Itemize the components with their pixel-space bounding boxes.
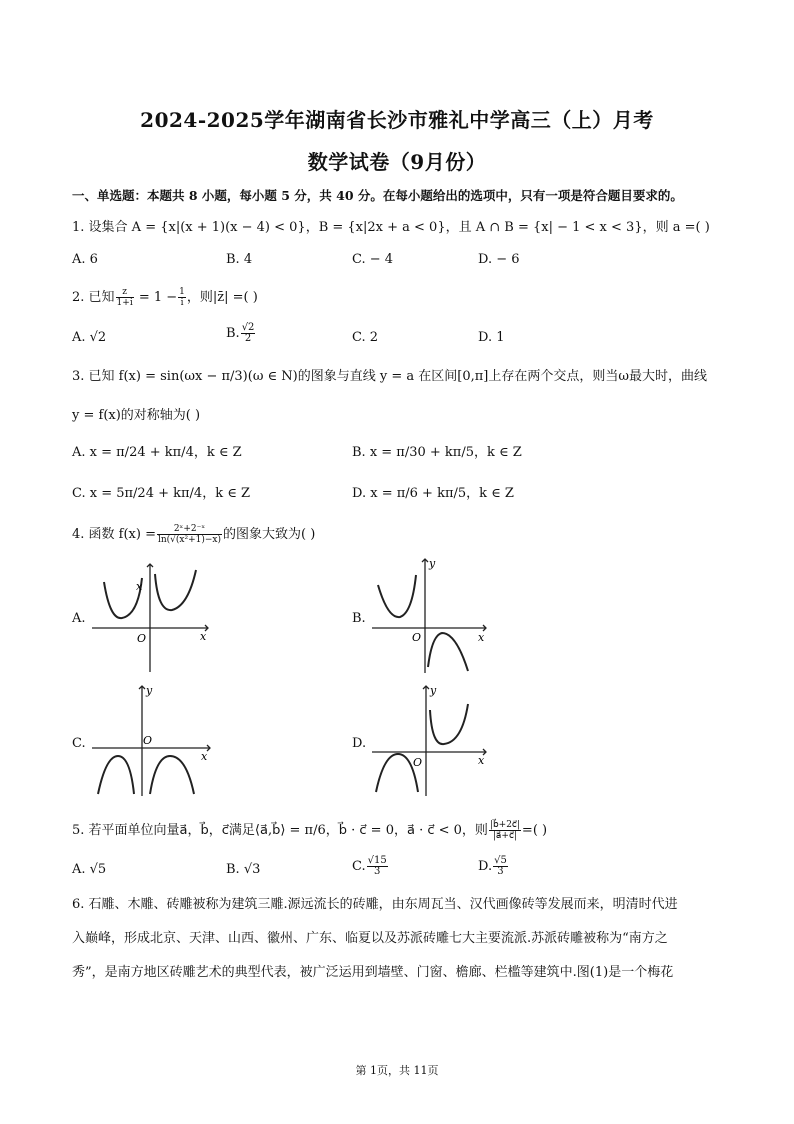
graph-b bbox=[370, 555, 490, 675]
question-1-stem: 1. 设集合 A = {x|(x + 1)(x − 4) < 0}，B = {x|2x + a < 0}，且 A ∩ B = {x| − 1 < x < 3}，则 a =( ) bbox=[72, 220, 710, 235]
q3-option-c: C. x = 5π/24 + kπ/4，k ∈ Z bbox=[72, 486, 251, 501]
q1-option-c: C. − 4 bbox=[352, 252, 394, 267]
graph-a-xlabel: x bbox=[200, 630, 207, 643]
q2-fraction-1: $\frac{z}{1+i}$ bbox=[116, 287, 133, 308]
q1-option-b: B. 4 bbox=[226, 252, 253, 267]
question-5-stem: 5. 若平面单位向量a⃗，b⃗，c⃗满足⟨a⃗,b⃗⟩ = π/6，b⃗ · c⃗ = 0，a⃗ · c⃗ < 0，则 $\frac{|b⃗+2c⃗|}{|a⃗+c⃗|}$ =( ) bbox=[72, 820, 548, 841]
title-line-2: 数学试卷（9月份） bbox=[307, 150, 487, 174]
q1-option-d: D. − 6 bbox=[478, 252, 520, 267]
graph-c bbox=[90, 682, 215, 800]
title-line-1: 2024-2025学年湖南省长沙市雅礼中学高三（上）月考 bbox=[140, 108, 654, 132]
question-2-stem bbox=[72, 287, 258, 308]
q3-option-a: A. x = π/24 + kπ/4，k ∈ Z bbox=[72, 445, 242, 460]
q2-option-d: D. 1 bbox=[478, 330, 505, 345]
graph-b-origin: O bbox=[412, 631, 422, 644]
graph-c-origin: O bbox=[143, 734, 153, 747]
page-footer: 第 1页，共 11页 bbox=[355, 1064, 439, 1077]
q4-option-a-label: A. bbox=[72, 611, 86, 626]
graph-d-xlabel: x bbox=[478, 754, 485, 767]
q2-option-a: A. √2 bbox=[72, 330, 107, 345]
question-3-stem-line-1: 3. 已知 f(x) = sin(ωx − π/3)(ω ∈ N)的图象与直线 y = a 在区间[0,π]上存在两个交点，则当ω最大时，曲线 bbox=[72, 369, 707, 384]
q5-option-b: B. √3 bbox=[226, 862, 261, 877]
question-3-stem-line-2: y = f(x)的对称轴为( ) bbox=[72, 408, 201, 423]
graph-a bbox=[90, 560, 215, 675]
graph-b-xlabel: x bbox=[478, 631, 485, 644]
graph-d-origin: O bbox=[413, 756, 423, 769]
graph-c-xlabel: x bbox=[201, 750, 208, 763]
q2-mid: = 1 − bbox=[134, 290, 178, 305]
q2-post: ，则|z̄| =( ) bbox=[186, 290, 258, 305]
q4-option-b-label: B. bbox=[352, 611, 366, 626]
q4-option-c-label: C. bbox=[72, 736, 86, 751]
graph-a-origin: O bbox=[137, 632, 147, 645]
q5-option-a: A. √5 bbox=[72, 862, 107, 877]
question-4-stem: 4. 函数 f(x) = $\frac{\text{2ˣ+2⁻ˣ}}{\text{ln(√(x²+1)−x)}}$ 的图象大致为( ) bbox=[72, 524, 316, 545]
q3-option-b: B. x = π/30 + kπ/5，k ∈ Z bbox=[352, 445, 522, 460]
q5-option-c: C. $\frac{√15}{3}$ bbox=[352, 855, 387, 877]
q1-option-a: A. 6 bbox=[72, 252, 98, 267]
question-6-line-3: 秀”，是南方地区砖雕艺术的典型代表，被广泛运用到墙壁、门窗、檐廊、栏槛等建筑中.图(1)是一个梅花 bbox=[72, 965, 674, 980]
graph-c-ylabel: y bbox=[146, 684, 153, 697]
section-heading: 一、单选题：本题共 8 小题，每小题 5 分，共 40 分。在每小题给出的选项中，只有一项是符合题目要求的。 bbox=[72, 188, 683, 203]
q2-option-c: C. 2 bbox=[352, 330, 379, 345]
graph-b-ylabel: y bbox=[429, 557, 436, 570]
question-6-line-2: 入巅峰，形成北京、天津、山西、徽州、广东、临夏以及苏派砖雕七大主要流派.苏派砖雕被称为“南方之 bbox=[72, 931, 668, 946]
q5-option-d: D. $\frac{√5}{3}$ bbox=[478, 855, 507, 877]
q2-pre: 2. 已知 bbox=[72, 290, 115, 305]
graph-d-ylabel: y bbox=[430, 684, 437, 697]
q2-fraction-2: $\frac{1}{i}$ bbox=[179, 287, 185, 308]
q2-option-b: B. $\frac{√2}{2}$ bbox=[226, 322, 255, 344]
q3-option-d: D. x = π/6 + kπ/5，k ∈ Z bbox=[352, 486, 514, 501]
graph-a-ylabel: x bbox=[136, 580, 143, 593]
question-6-line-1: 6. 石雕、木雕、砖雕被称为建筑三雕.源远流长的砖雕，由东周瓦当、汉代画像砖等发展而来，明清时代进 bbox=[72, 897, 678, 912]
q4-option-d-label: D. bbox=[352, 736, 367, 751]
graph-d bbox=[370, 682, 490, 800]
